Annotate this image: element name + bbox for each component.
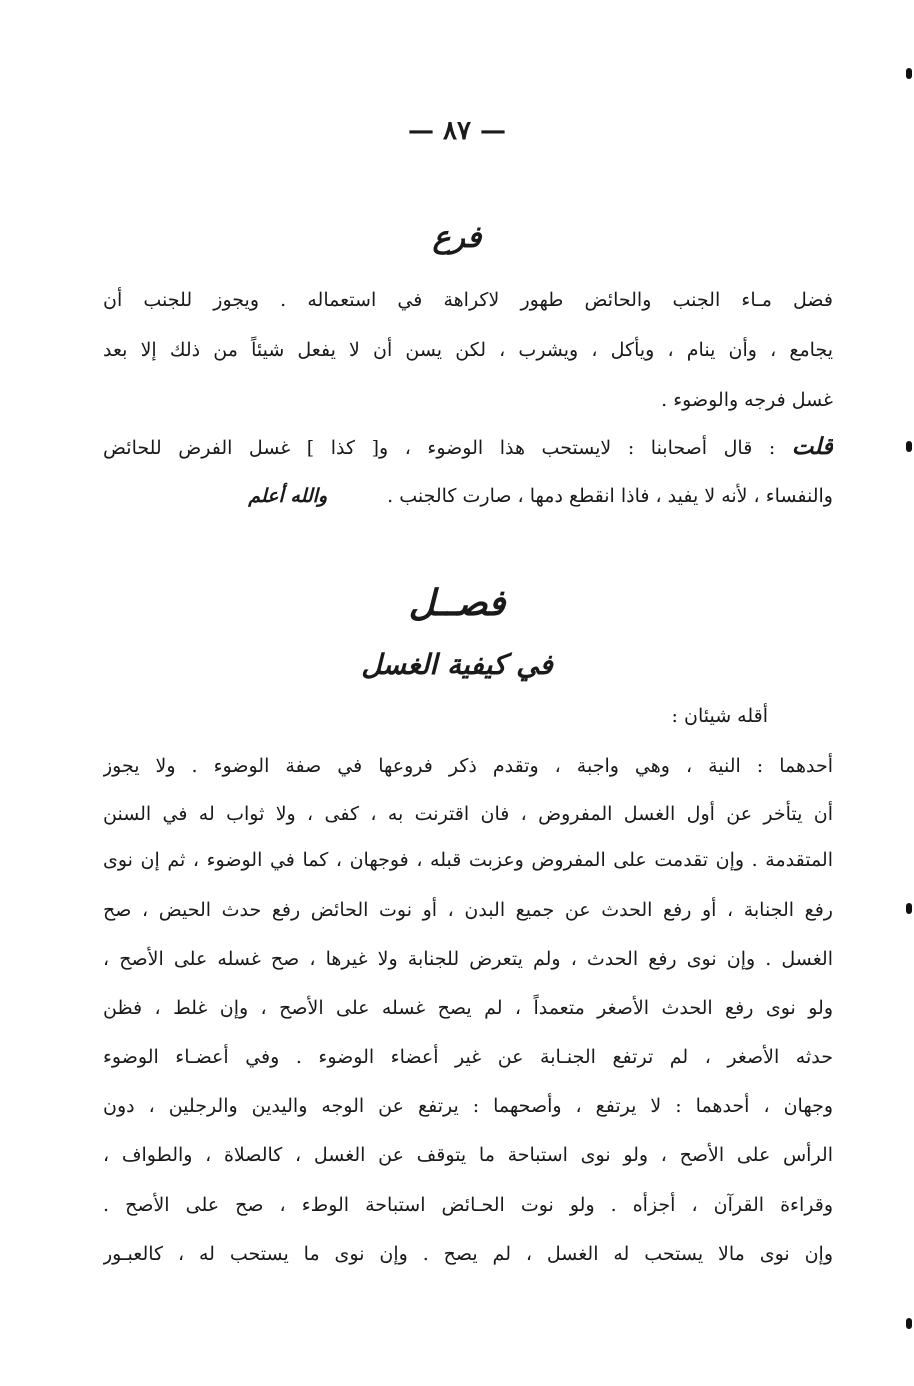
intro-line: أقله شيئان :	[671, 705, 768, 727]
chapter-heading: فصــل	[408, 582, 506, 624]
text-line: أن يتأخر عن أول الغسل المفروض ، فان اقترنت به ، كفى ، ولا ثواب له في السنن	[103, 803, 833, 825]
closing-formula: والله أعلم	[248, 485, 328, 507]
text-line: حدثه الأصغر ، لم ترتفع الجنـابة عن غير أعضاء الوضوء . وفي أعضـاء الوضوء	[103, 1046, 833, 1068]
note-text: : قال أصحابنا : لايستحب هذا الوضوء ، و[ كذا ] غسل الفرض للحائض	[103, 437, 776, 459]
binding-mark	[906, 68, 912, 79]
note-text: والنفساء ، لأنه لا يفيد ، فاذا انقطع دمها ، صارت كالجنب .	[387, 485, 833, 507]
text-line: رفع الجنابة ، أو رفع الحدث عن جميع البدن ، أو نوت الحائض رفع حدث الحيض ، صح	[103, 899, 833, 921]
text-line: ولو نوى رفع الحدث الأصغر متعمداً ، لم يصح غسله على الأصح ، وإن غلط ، فظن	[103, 997, 833, 1019]
note-line	[103, 427, 833, 467]
text-line: غسل فرجه والوضوء .	[661, 389, 833, 411]
page-number: — ٨٧ —	[407, 116, 507, 146]
binding-mark	[906, 1318, 912, 1329]
note-label: قلت	[791, 433, 833, 460]
section-heading-fara: فرع	[432, 220, 482, 255]
note-line	[103, 476, 833, 516]
text-line: الرأس على الأصح ، ولو نوى استباحة ما يتوقف عن الغسل ، كالصلاة ، والطواف ،	[103, 1144, 833, 1166]
text-line: يجامع ، وأن ينام ، ويأكل ، ويشرب ، لكن يسن أن لا يفعل شيئاً من ذلك إلا بعد	[103, 339, 833, 361]
text-line: فضل مـاء الجنب والحائض طهور لاكراهة في استعماله . ويجوز للجنب أن	[103, 289, 833, 311]
binding-mark	[906, 903, 912, 914]
text-line: المتقدمة . وإن تقدمت على المفروض وعزبت قبله ، فوجهان ، كما في الوضوء ، ثم إن نوى	[103, 849, 833, 871]
text-line: وقراءة القرآن ، أجزأه . ولو نوت الحـائض استباحة الوطء ، صح على الأصح .	[103, 1194, 833, 1216]
binding-mark	[906, 441, 912, 452]
text-line: وإن نوى مالا يستحب له الغسل ، لم يصح . وإن نوى ما يستحب له ، كالعبـور	[103, 1243, 833, 1265]
chapter-subheading: في كيفية الغسل	[361, 648, 553, 681]
text-line: وجهان ، أحدهما : لا يرتفع ، وأصحهما : يرتفع عن الوجه واليدين والرجلين ، دون	[103, 1095, 833, 1117]
text-line: أحدهما : النية ، وهي واجبة ، وتقدم ذكر فروعها في صفة الوضوء . ولا يجوز	[103, 755, 833, 777]
text-line: الغسل . وإن نوى رفع الحدث ، ولم يتعرض للجنابة ولا غيرها ، صح غسله على الأصح ،	[103, 948, 833, 970]
